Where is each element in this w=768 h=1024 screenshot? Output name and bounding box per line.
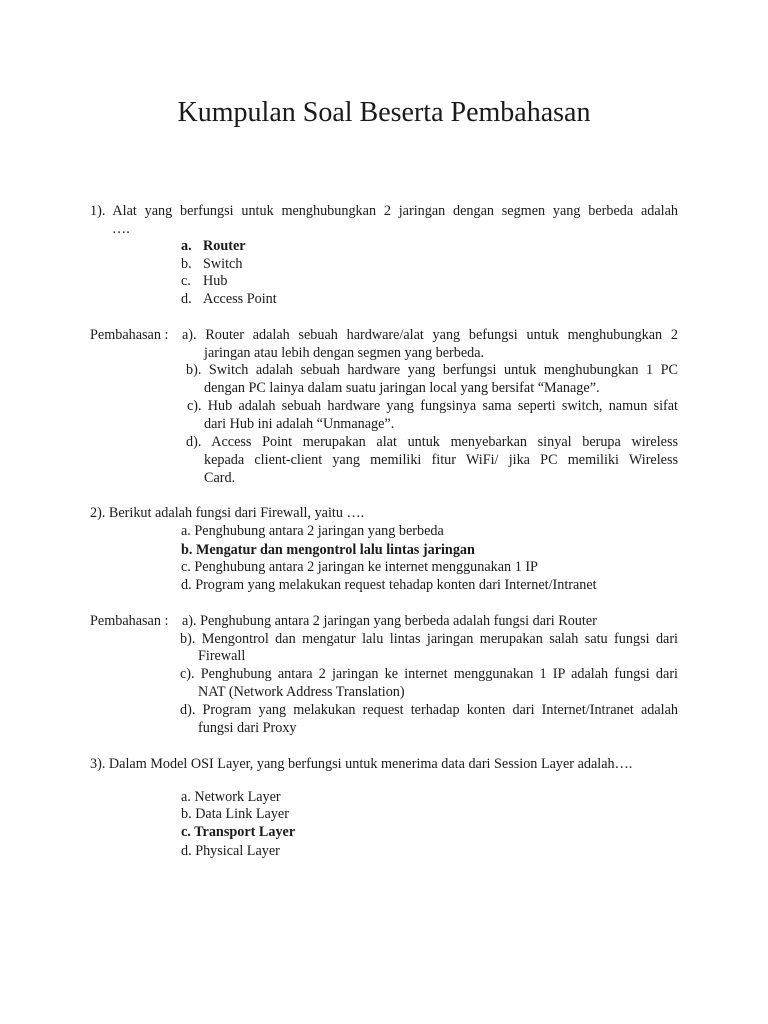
q1-option-d-label: d. bbox=[181, 291, 192, 307]
q1-option-a-label: a. bbox=[181, 238, 192, 254]
q2-option-c: c. Penghubung antara 2 jaringan ke internet menggunakan 1 IP bbox=[181, 559, 538, 575]
discussion-2-a-line1: a). Penghubung antara 2 jaringan yang berbeda adalah fungsi dari Router bbox=[182, 613, 597, 629]
q1-option-b-text: Switch bbox=[203, 256, 243, 272]
question-2-text: 2). Berikut adalah fungsi dari Firewall, yaitu …. bbox=[90, 505, 365, 521]
q2-option-d: d. Program yang melakukan request tehadap konten dari Internet/Intranet bbox=[181, 577, 597, 593]
discussion-2-c-line1: c). Penghubung antara 2 jaringan ke internet menggunakan 1 IP adalah fungsi dari bbox=[180, 666, 678, 682]
q1-option-d-text: Access Point bbox=[203, 291, 277, 307]
discussion-1-a-line1: a). Router adalah sebuah hardware/alat yang befungsi untuk menghubungkan 2 bbox=[182, 327, 678, 343]
q1-option-b-label: b. bbox=[181, 256, 192, 272]
q3-option-b: b. Data Link Layer bbox=[181, 806, 289, 822]
q1-option-c-text: Hub bbox=[203, 273, 228, 289]
discussion-2-c-line2: NAT (Network Address Translation) bbox=[198, 684, 405, 700]
discussion-1-c-line1: c). Hub adalah sebuah hardware yang fungsinya sama seperti switch, namun sifat bbox=[187, 398, 678, 414]
discussion-1-d-line1: d). Access Point merupakan alat untuk menyebarkan sinyal berupa wireless bbox=[186, 434, 678, 450]
discussion-2-d-line1: d). Program yang melakukan request terhadap konten dari Internet/Intranet adalah bbox=[180, 702, 678, 718]
discussion-2-b-line2: Firewall bbox=[198, 648, 246, 664]
question-3-text: 3). Dalam Model OSI Layer, yang berfungsi untuk menerima data dari Session Layer adalah…. bbox=[90, 756, 633, 772]
discussion-1-b-line1: b). Switch adalah sebuah hardware yang berfungsi untuk menghubungkan 1 PC bbox=[186, 362, 678, 378]
page-title: Kumpulan Soal Beserta Pembahasan bbox=[177, 97, 591, 128]
discussion-1-d-line2: kepada client-client yang memiliki fitur WiFi/ jika PC memiliki Wireless bbox=[204, 452, 678, 468]
question-1-ellipsis: …. bbox=[112, 221, 130, 237]
q2-option-a: a. Penghubung antara 2 jaringan yang berbeda bbox=[181, 523, 444, 539]
q3-option-c: c. Transport Layer bbox=[181, 824, 296, 840]
q3-option-a: a. Network Layer bbox=[181, 789, 281, 805]
q2-option-b: b. Mengatur dan mengontrol lalu lintas jaringan bbox=[181, 542, 475, 558]
discussion-1-c-line2: dari Hub ini adalah “Unmanage”. bbox=[204, 416, 395, 432]
question-1-text: 1). Alat yang berfungsi untuk menghubungkan 2 jaringan dengan segmen yang berbeda adalah bbox=[90, 203, 678, 219]
q1-option-a-text: Router bbox=[203, 238, 246, 254]
q3-option-d: d. Physical Layer bbox=[181, 843, 280, 859]
discussion-2-d-line2: fungsi dari Proxy bbox=[198, 720, 297, 736]
discussion-2-b-line1: b). Mengontrol dan mengatur lalu lintas jaringan merupakan salah satu fungsi dari bbox=[180, 631, 678, 647]
discussion-1-d-line3: Card. bbox=[204, 470, 236, 486]
q1-option-c-label: c. bbox=[181, 273, 191, 289]
discussion-1-b-line2: dengan PC lainya dalam suatu jaringan local yang bersifat “Manage”. bbox=[204, 380, 600, 396]
discussion-1-heading: Pembahasan : bbox=[90, 327, 169, 343]
discussion-2-heading: Pembahasan : bbox=[90, 613, 169, 629]
discussion-1-a-line2: jaringan atau lebih dengan segmen yang berbeda. bbox=[204, 345, 485, 361]
